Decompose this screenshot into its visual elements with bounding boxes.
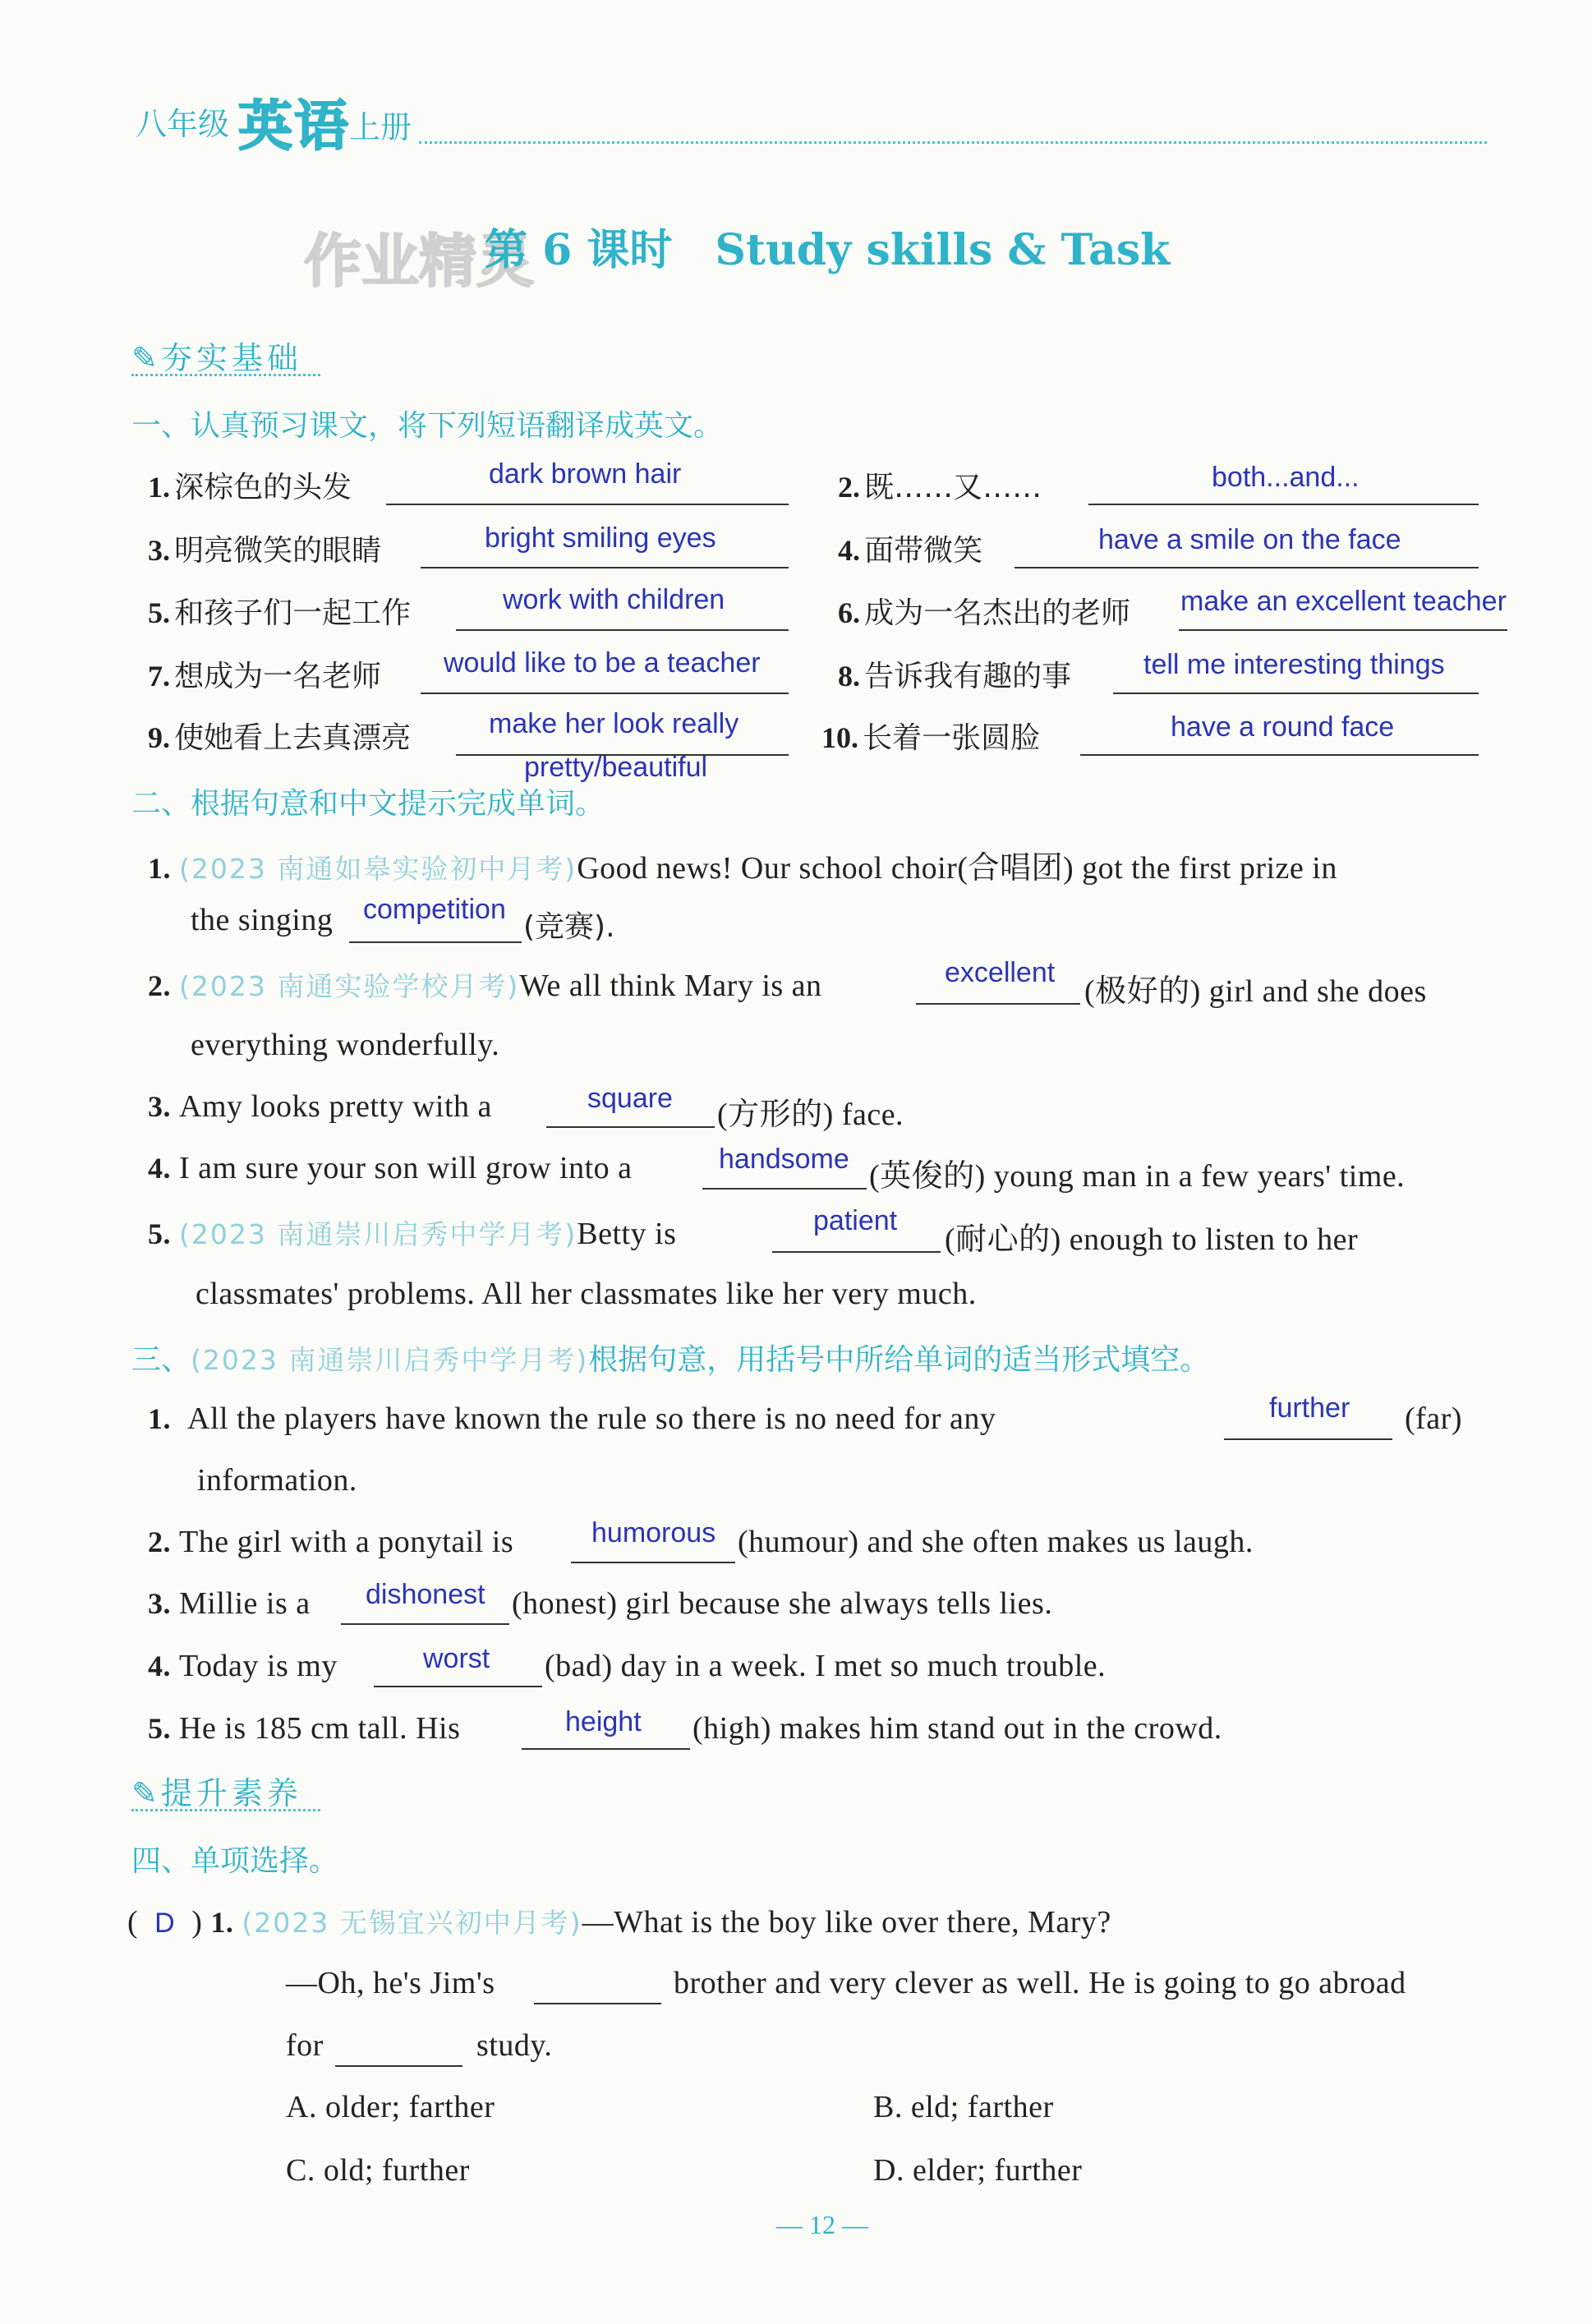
- question-item: 1. All the players have known the rule so there is no need for any: [148, 1401, 996, 1436]
- header-divider: [419, 141, 1487, 144]
- hint-text: (far): [1405, 1401, 1462, 1436]
- question-line: study.: [476, 2028, 553, 2063]
- answer-text: dark brown hair: [489, 458, 682, 490]
- list-item: 1. 深棕色的头发: [148, 471, 352, 504]
- option-d[interactable]: D. elder; further: [873, 2153, 1083, 2188]
- answer-text: handsome: [719, 1144, 849, 1175]
- answer-text: patient: [813, 1205, 898, 1236]
- question-item: 2. The girl with a ponytail is: [148, 1525, 514, 1559]
- hint-text: (耐心的) enough to listen to her: [945, 1222, 1359, 1257]
- answer-blank[interactable]: [335, 2027, 462, 2067]
- answer-text: both...and...: [1212, 462, 1360, 493]
- hint-text: (极好的) girl and she does: [1084, 974, 1427, 1009]
- answer-text: excellent: [945, 957, 1056, 988]
- hint-text: (high) makes him stand out in the crowd.: [692, 1711, 1222, 1746]
- question-item: 1. (2023 南通如皋实验初中月考)Good news! Our school choir(合唱团) got the first prize in: [148, 851, 1337, 886]
- header-grade: 八年级: [136, 106, 230, 142]
- list-item: 5. 和孩子们一起工作: [148, 596, 412, 630]
- answer-text: work with children: [503, 584, 725, 615]
- page-number: — 12 —: [776, 2210, 868, 2239]
- answer-text: dishonest: [366, 1579, 485, 1610]
- answer-text: have a smile on the face: [1098, 524, 1401, 555]
- option-c[interactable]: C. old; further: [286, 2153, 470, 2188]
- list-item: 10. 长着一张圆脸: [821, 721, 1041, 755]
- choice-question: ( D ) 1. (2023 无锡宜兴初中月考)—What is the boy like over there, Mary?: [127, 1905, 1111, 1940]
- lesson-title: 第 6 课时 Study skills & Task: [485, 225, 1171, 275]
- question-item: 2. (2023 南通实验学校月考)We all think Mary is an: [148, 969, 822, 1003]
- hint-text: (竞赛).: [523, 910, 615, 944]
- question-item: 5. (2023 南通崇川启秀中学月考)Betty is: [148, 1217, 677, 1251]
- answer-text: further: [1269, 1392, 1350, 1424]
- answer-text: tell me interesting things: [1143, 649, 1445, 680]
- option-b[interactable]: B. eld; farther: [873, 2090, 1054, 2124]
- list-item: 3. 明亮微笑的眼睛: [148, 534, 382, 568]
- hint-text: (bad) day in a week. I met so much trouble.: [545, 1649, 1107, 1683]
- choice-answer: D: [154, 1908, 176, 1939]
- list-item: 4. 面带微笑: [838, 534, 983, 568]
- section-underline: [131, 374, 320, 376]
- answer-blank[interactable]: [534, 1965, 661, 2004]
- answer-text: bright smiling eyes: [485, 522, 716, 554]
- section-title-improve: ✎ 提升素养: [131, 1775, 302, 1811]
- question-line: the singing: [191, 903, 334, 937]
- question-line: classmates' problems. All her classmates like her very much.: [196, 1277, 977, 1311]
- part3-heading: 三、(2023 南通崇川启秀中学月考)根据句意，用括号中所给单词的适当形式填空。: [131, 1343, 1210, 1377]
- answer-text: make an excellent teacher: [1180, 586, 1507, 617]
- question-line: brother and very clever as well. He is going to go abroad: [674, 1966, 1406, 2000]
- question-line: information.: [197, 1463, 357, 1498]
- answer-text-continued: pretty/beautiful: [524, 752, 708, 783]
- answer-text: have a round face: [1171, 711, 1395, 743]
- section-underline: [131, 1809, 320, 1811]
- list-item: 2. 既……又……: [838, 471, 1042, 504]
- list-item: 6. 成为一名杰出的老师: [838, 596, 1131, 630]
- option-a[interactable]: A. older; farther: [286, 2090, 495, 2124]
- list-item: 7. 想成为一名老师: [148, 660, 382, 693]
- header-volume: 上册: [349, 109, 412, 145]
- hint-text: (英俊的) young man in a few years' time.: [869, 1159, 1406, 1194]
- question-item: 4. Today is my: [148, 1649, 338, 1683]
- answer-text: worst: [423, 1643, 490, 1674]
- answer-text: humorous: [591, 1517, 716, 1549]
- question-item: 3. Millie is a: [148, 1586, 311, 1621]
- answer-text: make her look really: [489, 708, 739, 739]
- question-line: everything wonderfully.: [191, 1028, 500, 1062]
- pencil-icon: ✎: [131, 340, 158, 376]
- list-item: 9. 使她看上去真漂亮: [148, 721, 412, 755]
- watermark: 作业精灵: [304, 228, 534, 295]
- pencil-icon: ✎: [131, 1775, 158, 1811]
- list-item: 8. 告诉我有趣的事: [838, 660, 1072, 693]
- answer-text: square: [587, 1083, 673, 1114]
- part1-heading: 一、认真预习课文，将下列短语翻译成英文。: [131, 409, 724, 443]
- question-item: 5. He is 185 cm tall. His: [148, 1711, 461, 1746]
- part2-heading: 二、根据句意和中文提示完成单词。: [131, 787, 605, 821]
- answer-text: competition: [363, 894, 506, 925]
- question-item: 3. Amy looks pretty with a: [148, 1089, 492, 1124]
- question-line: —Oh, he's Jim's: [286, 1966, 495, 2000]
- answer-text: height: [565, 1706, 642, 1737]
- question-item: 4. I am sure your son will grow into a: [148, 1151, 633, 1185]
- section-title-basics: ✎ 夯实基础: [131, 340, 302, 376]
- question-line: for: [286, 2028, 324, 2063]
- header-subject: 英语: [238, 94, 350, 158]
- hint-text: (方形的) face.: [717, 1098, 904, 1132]
- hint-text: (honest) girl because she always tells lies.: [512, 1586, 1053, 1621]
- answer-text: would like to be a teacher: [444, 647, 761, 679]
- hint-text: (humour) and she often makes us laugh.: [738, 1525, 1254, 1559]
- part4-heading: 四、单项选择。: [131, 1844, 339, 1878]
